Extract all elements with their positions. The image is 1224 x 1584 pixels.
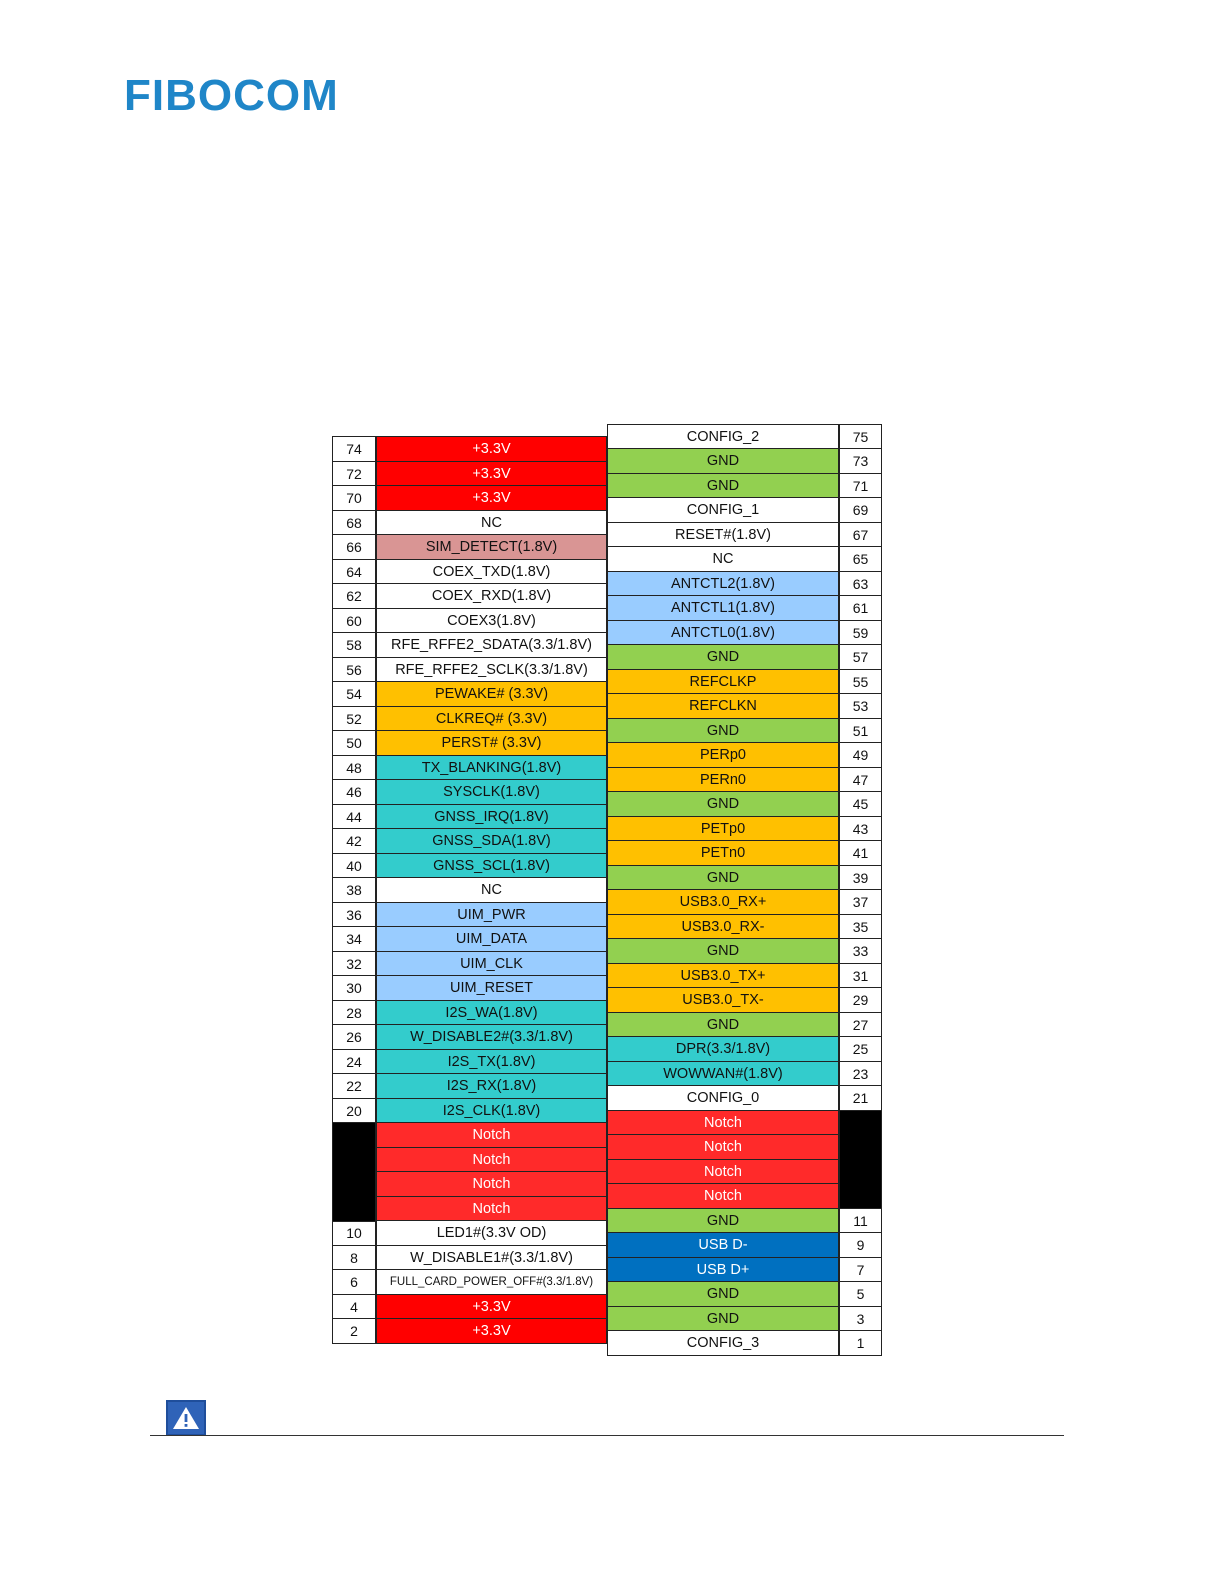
pin-signal: PETn0 [607, 840, 839, 866]
pin-signal: GND [607, 865, 839, 891]
pin-number: 2 [332, 1318, 376, 1344]
pin-signal: W_DISABLE2#(3.3/1.8V) [376, 1024, 607, 1050]
pin-signal: GND [607, 1012, 839, 1038]
pin-number: 49 [839, 742, 882, 768]
pin-number: 32 [332, 951, 376, 977]
warning-triangle-icon [166, 1400, 206, 1436]
pin-number: 1 [839, 1330, 882, 1356]
pin-signal: PERST# (3.3V) [376, 730, 607, 756]
pin-number: 72 [332, 461, 376, 487]
pin-number: 21 [839, 1085, 882, 1111]
pin-number: 40 [332, 853, 376, 879]
pin-signal: GNSS_SCL(1.8V) [376, 853, 607, 879]
pin-number: 47 [839, 767, 882, 793]
pin-number: 48 [332, 755, 376, 781]
pin-signal: NC [376, 877, 607, 903]
pin-signal: REFCLKP [607, 669, 839, 695]
pin-number: 4 [332, 1294, 376, 1320]
pin-number: 31 [839, 963, 882, 989]
pin-number: 54 [332, 681, 376, 707]
pin-number: 41 [839, 840, 882, 866]
pin-number: 34 [332, 926, 376, 952]
pin-signal: GNSS_IRQ(1.8V) [376, 804, 607, 830]
pin-signal: GND [607, 938, 839, 964]
pin-signal: UIM_PWR [376, 902, 607, 928]
pin-number: 45 [839, 791, 882, 817]
pin-signal: USB D- [607, 1232, 839, 1258]
pin-signal: NC [607, 546, 839, 572]
pin-signal: Notch [607, 1159, 839, 1185]
footer-divider [150, 1435, 1064, 1436]
pin-signal: COEX_TXD(1.8V) [376, 559, 607, 585]
pin-number: 68 [332, 510, 376, 536]
pin-signal: USB3.0_RX- [607, 914, 839, 940]
pin-number: 74 [332, 436, 376, 462]
pin-signal: GND [607, 473, 839, 499]
pin-number: 55 [839, 669, 882, 695]
pin-signal: ANTCTL1(1.8V) [607, 595, 839, 621]
pin-number: 27 [839, 1012, 882, 1038]
pin-signal: Notch [376, 1171, 607, 1197]
pin-signal: I2S_WA(1.8V) [376, 1000, 607, 1026]
pin-number: 20 [332, 1098, 376, 1124]
pin-signal: TX_BLANKING(1.8V) [376, 755, 607, 781]
pin-number: 6 [332, 1269, 376, 1295]
pin-signal: +3.3V [376, 436, 607, 462]
pin-signal: USB D+ [607, 1257, 839, 1283]
pin-signal: I2S_TX(1.8V) [376, 1049, 607, 1075]
pin-signal: UIM_DATA [376, 926, 607, 952]
pin-signal: FULL_CARD_POWER_OFF#(3.3/1.8V) [376, 1269, 607, 1295]
pin-number: 9 [839, 1232, 882, 1258]
pin-signal: SYSCLK(1.8V) [376, 779, 607, 805]
pin-number: 22 [332, 1073, 376, 1099]
pin-signal: CONFIG_1 [607, 497, 839, 523]
pin-number: 65 [839, 546, 882, 572]
pin-number: 29 [839, 987, 882, 1013]
pin-signal: CONFIG_0 [607, 1085, 839, 1111]
pin-signal: I2S_RX(1.8V) [376, 1073, 607, 1099]
pin-signal: NC [376, 510, 607, 536]
pin-signal: RFE_RFFE2_SDATA(3.3/1.8V) [376, 632, 607, 658]
pin-number: 44 [332, 804, 376, 830]
pin-number: 42 [332, 828, 376, 854]
pin-signal: Notch [607, 1183, 839, 1209]
pin-signal: PERp0 [607, 742, 839, 768]
pin-signal: SIM_DETECT(1.8V) [376, 534, 607, 560]
pin-number: 10 [332, 1220, 376, 1246]
pin-signal: GND [607, 1208, 839, 1234]
pin-signal: GND [607, 791, 839, 817]
pin-number: 56 [332, 657, 376, 683]
pin-number: 50 [332, 730, 376, 756]
pin-signal: +3.3V [376, 1294, 607, 1320]
pin-signal: GND [607, 644, 839, 670]
pin-signal: +3.3V [376, 485, 607, 511]
pin-number: 26 [332, 1024, 376, 1050]
pin-number: 63 [839, 571, 882, 597]
pin-number: 71 [839, 473, 882, 499]
pin-signal: Notch [376, 1122, 607, 1148]
pin-number: 70 [332, 485, 376, 511]
pin-signal: +3.3V [376, 461, 607, 487]
pin-signal: CONFIG_2 [607, 424, 839, 450]
pin-number: 62 [332, 583, 376, 609]
pin-signal: CONFIG_3 [607, 1330, 839, 1356]
pin-number: 36 [332, 902, 376, 928]
pin-signal: GND [607, 448, 839, 474]
pin-signal: I2S_CLK(1.8V) [376, 1098, 607, 1124]
pin-number: 37 [839, 889, 882, 915]
pin-number: 11 [839, 1208, 882, 1234]
pin-number: 59 [839, 620, 882, 646]
pin-signal: LED1#(3.3V OD) [376, 1220, 607, 1246]
pin-number: 24 [332, 1049, 376, 1075]
pin-number: 60 [332, 608, 376, 634]
pin-signal: GND [607, 718, 839, 744]
notch-key-block [839, 1110, 882, 1210]
pin-number: 3 [839, 1306, 882, 1332]
pin-number: 38 [332, 877, 376, 903]
pin-signal: ANTCTL2(1.8V) [607, 571, 839, 597]
pin-signal: USB3.0_RX+ [607, 889, 839, 915]
pin-signal: RFE_RFFE2_SCLK(3.3/1.8V) [376, 657, 607, 683]
pin-signal: PETp0 [607, 816, 839, 842]
pin-number: 5 [839, 1281, 882, 1307]
pin-number: 67 [839, 522, 882, 548]
pin-number: 61 [839, 595, 882, 621]
pin-signal: ANTCTL0(1.8V) [607, 620, 839, 646]
pin-signal: RESET#(1.8V) [607, 522, 839, 548]
pin-number: 8 [332, 1245, 376, 1271]
pin-number: 69 [839, 497, 882, 523]
pin-signal: GNSS_SDA(1.8V) [376, 828, 607, 854]
pin-signal: WOWWAN#(1.8V) [607, 1061, 839, 1087]
pin-number: 25 [839, 1036, 882, 1062]
pin-signal: Notch [607, 1110, 839, 1136]
pin-signal: USB3.0_TX- [607, 987, 839, 1013]
pin-number: 66 [332, 534, 376, 560]
pin-number: 33 [839, 938, 882, 964]
pin-number: 23 [839, 1061, 882, 1087]
pin-number: 51 [839, 718, 882, 744]
pin-signal: PERn0 [607, 767, 839, 793]
pin-number: 7 [839, 1257, 882, 1283]
pin-number: 57 [839, 644, 882, 670]
pin-number: 46 [332, 779, 376, 805]
logo-text: FIBOCOM [124, 71, 339, 120]
pin-signal: UIM_CLK [376, 951, 607, 977]
pin-number: 30 [332, 975, 376, 1001]
pin-signal: GND [607, 1306, 839, 1332]
pin-number: 35 [839, 914, 882, 940]
pin-signal: Notch [376, 1147, 607, 1173]
pin-number: 52 [332, 706, 376, 732]
pin-number: 39 [839, 865, 882, 891]
pin-signal: W_DISABLE1#(3.3/1.8V) [376, 1245, 607, 1271]
pin-signal: USB3.0_TX+ [607, 963, 839, 989]
pin-signal: CLKREQ# (3.3V) [376, 706, 607, 732]
pin-number: 28 [332, 1000, 376, 1026]
pin-signal: REFCLKN [607, 693, 839, 719]
pin-number: 73 [839, 448, 882, 474]
pin-number: 43 [839, 816, 882, 842]
pin-number: 53 [839, 693, 882, 719]
pin-signal: GND [607, 1281, 839, 1307]
pin-signal: Notch [607, 1134, 839, 1160]
pin-signal: COEX3(1.8V) [376, 608, 607, 634]
pin-signal: COEX_RXD(1.8V) [376, 583, 607, 609]
pin-signal: +3.3V [376, 1318, 607, 1344]
pin-signal: PEWAKE# (3.3V) [376, 681, 607, 707]
pin-signal: UIM_RESET [376, 975, 607, 1001]
notch-key-block [332, 1122, 376, 1222]
pin-number: 58 [332, 632, 376, 658]
pin-signal: DPR(3.3/1.8V) [607, 1036, 839, 1062]
pin-number: 64 [332, 559, 376, 585]
pin-signal: Notch [376, 1196, 607, 1222]
pin-number: 75 [839, 424, 882, 450]
